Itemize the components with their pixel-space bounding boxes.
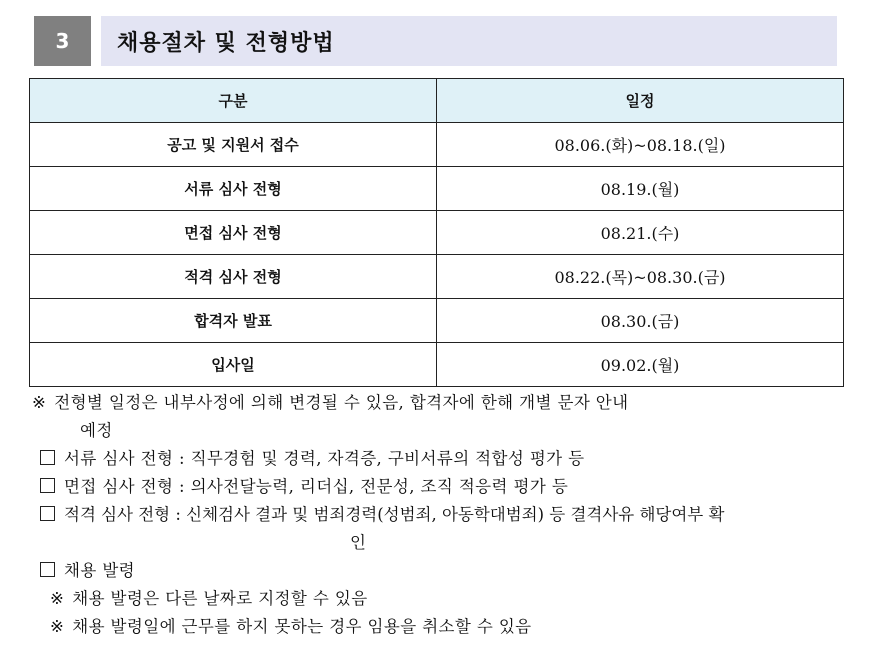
sub-note: [32, 585, 852, 613]
row-category: 입사일: [30, 343, 437, 387]
sub-note: [32, 613, 852, 641]
list-item-text: 적격 심사 전형 : 신체검사 결과 및 범죄경력(성범죄, 아동학대범죄) 등 결격사유 해당여부 확: [64, 505, 725, 524]
schedule-note-continued: 예정: [80, 421, 113, 440]
schedule-note-text: 전형별 일정은 내부사정에 의해 변경될 수 있음, 합격자에 한해 개별 문자 안내: [54, 393, 629, 412]
table-row: [30, 167, 844, 211]
list-item-continued: 인: [350, 533, 367, 552]
table-row: [30, 299, 844, 343]
row-date: 08.22.(목)~08.30.(금): [437, 255, 844, 299]
list-item-text: 면접 심사 전형 : 의사전달능력, 리더십, 전문성, 조직 적응력 평가 등: [64, 477, 569, 496]
checkbox-icon: [40, 478, 55, 493]
row-category: 서류 심사 전형: [30, 167, 437, 211]
reference-mark-icon: ※: [50, 589, 65, 608]
schedule-table: [29, 78, 844, 387]
section-number-badge: 3: [34, 16, 91, 66]
table-row: [30, 123, 844, 167]
list-item-text: 서류 심사 전형 : 직무경험 및 경력, 자격증, 구비서류의 적합성 평가 등: [64, 449, 585, 468]
row-category: 공고 및 지원서 접수: [30, 123, 437, 167]
notes-section: [32, 389, 852, 641]
row-date: 09.02.(월): [437, 343, 844, 387]
sub-note-text: 채용 발령은 다른 날짜로 지정할 수 있음: [72, 589, 368, 608]
row-category: 합격자 발표: [30, 299, 437, 343]
checkbox-icon: [40, 506, 55, 521]
section-header: [34, 16, 837, 66]
schedule-note: [32, 389, 852, 417]
table-row: [30, 211, 844, 255]
list-item: [32, 557, 852, 585]
section-title: 채용절차 및 전형방법: [117, 30, 335, 56]
section-title-bar: [101, 16, 837, 66]
table-row: [30, 343, 844, 387]
list-item: [32, 501, 852, 529]
header-category: 구분: [30, 79, 437, 123]
table-row: [30, 255, 844, 299]
list-item: [32, 445, 852, 473]
checkbox-icon: [40, 562, 55, 577]
row-date: 08.06.(화)~08.18.(일): [437, 123, 844, 167]
list-item: [32, 473, 852, 501]
sub-note-text: 채용 발령일에 근무를 하지 못하는 경우 임용을 취소할 수 있음: [72, 617, 532, 636]
row-date: 08.30.(금): [437, 299, 844, 343]
row-category: 적격 심사 전형: [30, 255, 437, 299]
header-schedule: 일정: [437, 79, 844, 123]
list-item-text: 채용 발령: [64, 561, 136, 580]
reference-mark-icon: ※: [32, 393, 47, 412]
row-category: 면접 심사 전형: [30, 211, 437, 255]
row-date: 08.19.(월): [437, 167, 844, 211]
reference-mark-icon: ※: [50, 617, 65, 636]
row-date: 08.21.(수): [437, 211, 844, 255]
checkbox-icon: [40, 450, 55, 465]
table-header-row: [30, 79, 844, 123]
